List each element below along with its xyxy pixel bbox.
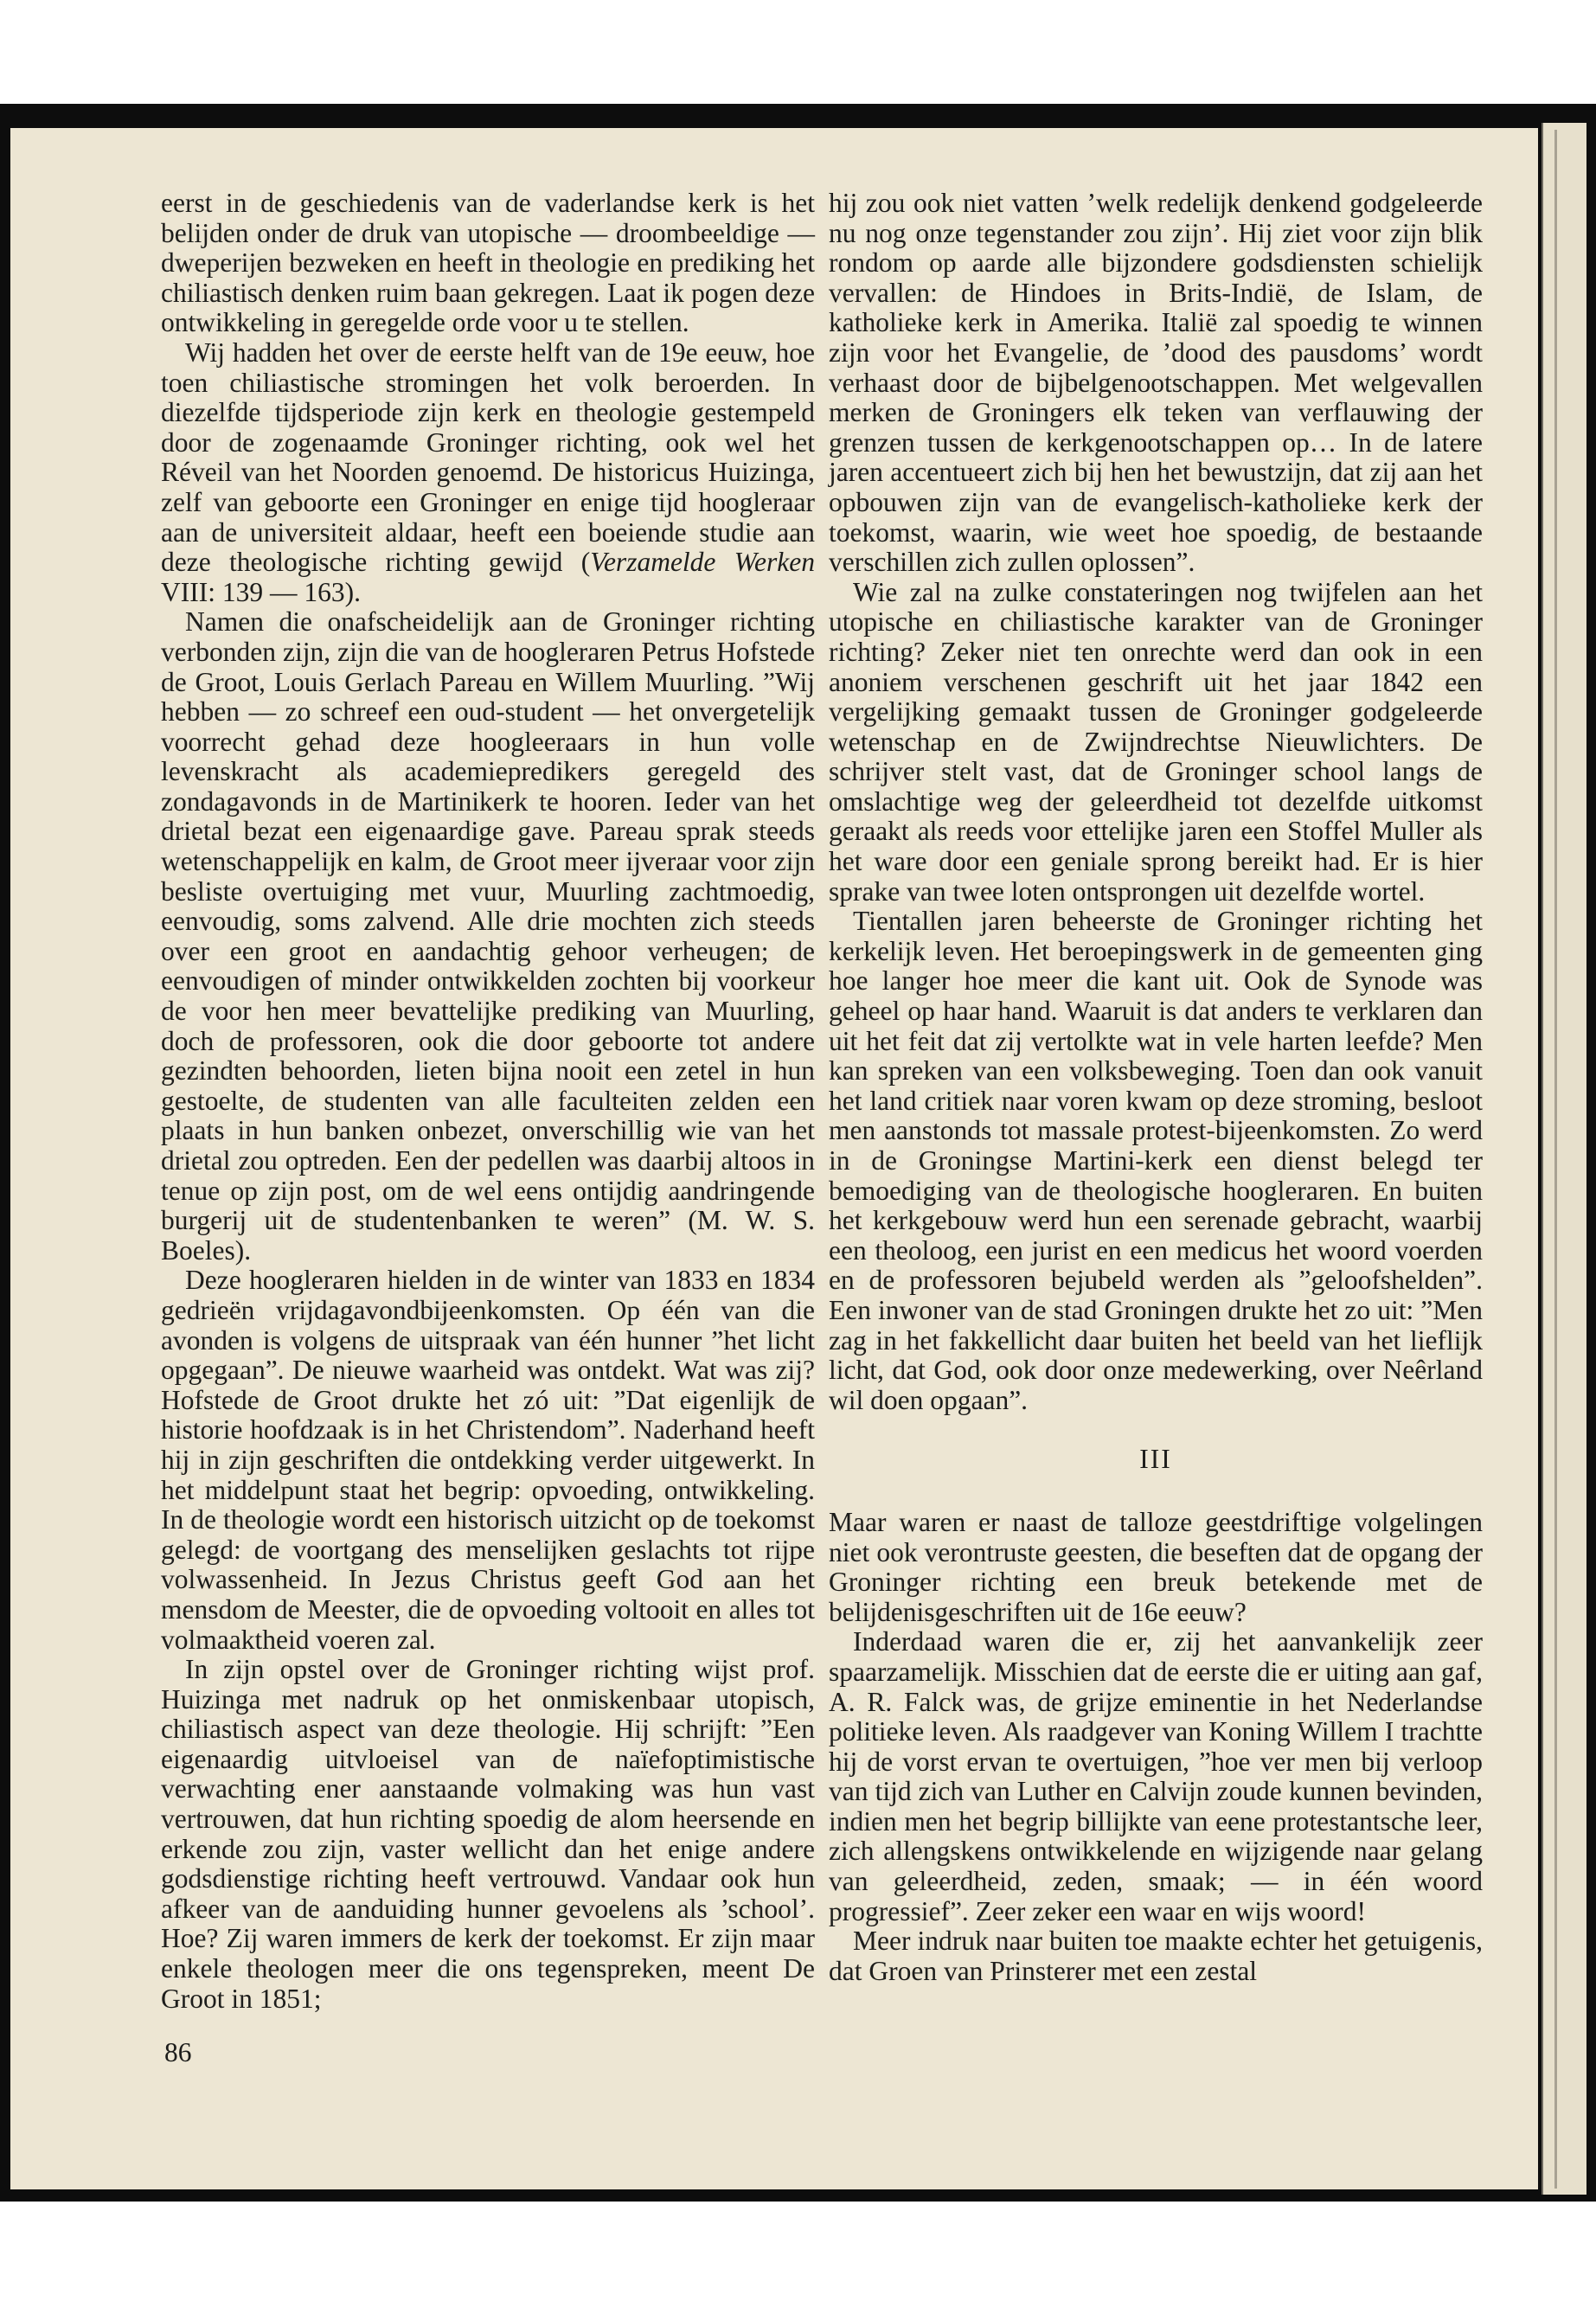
paragraph: Inderdaad waren die er, zij het aanvankelijk zeer spaarzamelijk. Misschien dat de eerste die er uiting aan gaf, A. R. Falck was, de grijze eminentie in het Nederlandse politieke leven. Als raadgever van Koning Willem I trachtte hij de vorst ervan te overtuigen, ”hoe ver men bij verloop van tijd zich van Luther en Calvijn zoude kunnen bevinden, indien men het begrip billijkte van eene protestantsche leer, zich allengskens ontwikkelende en wijzigende naar gelang van geleerdheid, zeden, smaak; — in één woord progressief”. Zeer zeker een waar en wijs woord! [829,1626,1483,1926]
paragraph-text: VIII: 139 — 163). [161,576,361,607]
page-number: 86 [164,2037,192,2067]
paragraph: Deze hoogleraren hielden in de winter van 1833 en 1834 gedrieën vrijdagavondbijeenkomsten. Op één van die avonden is volgens de uitspraak van één hunner ”het licht opgegaan”. De nieuwe waarheid was ontdekt. Wat was zij? Hofstede de Groot drukte het zó uit: ”Dat eigenlijk de historie hoofdzaak is in het Christendom”. Naderhand heeft hij in zijn geschriften die ontdekking verder uitgewerkt. In het middelpunt staat het begrip: opvoeding, ontwikkeling. In de theologie wordt een historisch uitzicht op de toekomst gelegd: de voortgang des menselijken geslachts tot rijpe volwassenheid. In Jezus Christus geeft God aan het mensdom de Meester, die de opvoeding voltooit en alles tot volmaaktheid voeren zal. [161,1265,815,1655]
paragraph: Wie zal na zulke constateringen nog twijfelen aan het utopische en chiliastische karakter van de Groninger richting? Zeker niet ten onrechte werd dan ook in een anoniem verschenen geschrift uit het jaar 1842 een vergelijking gemaakt tussen de Groninger godgeleerde wetenschap en de Zwijndrechtse Nieuwlichters. De schrijver stelt vast, dat de Groninger school langs de omslachtige weg der geleerdheid tot dezelfde uitkomst geraakt als reeds voor ettelijke jaren een Stoffel Muller als het ware door een geniale sprong bereikt had. Er is hier sprake van twee loten ontsprongen uit dezelfde wortel. [829,576,1483,907]
paragraph: eerst in de geschiedenis van de vaderlandse kerk is het belijden onder de druk van utopische — droombeeldige — dweperijen bezweken en heeft in theologie en prediking het chiliastisch denken ruim baan gekregen. Laat ik pogen deze ontwikkeling in geregelde orde voor u te stellen. [161,188,815,338]
paragraph [161,338,815,607]
paragraph: hij zou ook niet vatten ’welk redelijk denkend godgeleerde nu nog onze tegenstander zou zijn’. Hij ziet voor zijn blik rondom op aarde alle bijzondere godsdiensten schielijk vervallen: de Hindoes in Brits-Indië, de Islam, de katholieke kerk in Amerika. Italië zal spoedig te winnen zijn voor het Evangelie, de ’dood des pausdoms’ wordt verhaast door de bijbelgenootschappen. Met welgevallen merken de Groningers elk teken van verflauwing der grenzen tussen de kerkgenootschappen op… In de latere jaren accentueert zich bij hen het bewustzijn, dat zij aan het opbouwen zijn van de evangelisch-katholieke kerk der toekomst, waarin, wie weet hoe spoedig, de bestaande verschillen zich zullen oplossen”. [829,188,1483,578]
paragraph: Namen die onafscheidelijk aan de Groninger richting verbonden zijn, zijn die van de hoogleraren Petrus Hofstede de Groot, Louis Gerlach Pareau en Willem Muurling. ”Wij hebben — zo schreef een oud-student — het onvergetelijk voorrecht gehad deze hoogleeraars in hun volle levenskracht als academiepredikers geregeld des zondagavonds in de Martinikerk te hooren. Ieder van het drietal bezat een eigenaardige gave. Pareau sprak steeds wetenschappelijk en kalm, de Groot meer ijveraar voor zijn besliste overtuiging met vuur, Muurling zachtmoedig, eenvoudig, soms zalvend. Alle drie mochten zich steeds over een groot en aandachtig gehoor verheugen; de eenvoudigen of minder ontwikkelden zochten bij voorkeur de voor hen meer bevattelijke prediking van Muurling, doch de professoren, ook die door geboorte tot andere gezindten behoorden, lieten bijna nooit een zetel in hun gestoelte, de studenten van alle faculteiten zelden een plaats in hun banken onbezet, onverschillig wie van het drietal zou optreden. Een der pedellen was daarbij altoos in tenue op zijn post, om de wel eens ontijdig aandringende burgerij uit de studentenbanken te weren” (M. W. S. Boeles). [161,606,815,1266]
book-page-edge [1542,123,1586,2195]
section-heading: III [1139,1444,1172,1475]
book-binding-line [1554,130,1557,2189]
paragraph: Tientallen jaren beheerste de Groninger richting het kerkelijk leven. Het beroepingswerk in de gemeenten ging hoe langer hoe meer die kant uit. Ook de Synode was geheel op haar hand. Waaruit is dat anders te verklaren dan uit het feit dat zij vertolkte wat in vele harten leefde? Men kan spreken van een volksbeweging. Toen dan ook vanuit het land critiek naar voren kwam op deze stroming, besloot men aanstonds tot massale protest-bijeenkomsten. Zo werd in de Groningse Martini-kerk een dienst belegd ter bemoediging van de theologische hoogleraren. En buiten het kerkgebouw werd hun een serenade gebracht, waarbij een theoloog, een jurist en een medicus het woord voerden en de professoren bejubeld werden als ”geloofshelden”. Een inwoner van de stad Groningen drukte het zo uit: ”Men zag in het fakkellicht daar buiten het beeld van het lieflijk licht, dat God, ook door onze medewerking, over Neêrland wil doen opgaan”. [829,906,1483,1415]
book-title: Verzamelde Werken [590,547,815,578]
paragraph: In zijn opstel over de Groninger richting wijst prof. Huizinga met nadruk op het onmiskenbaar utopisch, chiliastisch aspect van deze theologie. Hij schrijft: ”Een eigenaardig uitvloeisel van de naïefoptimistische verwachting ener aanstaande volmaking was hun vast vertrouwen, dat hun richting spoedig de alom heersende en erkende zou zijn, vaster wellicht dan het enige andere godsdienstige richting heeft vertrouwd. Vandaar ook hun afkeer van de aanduiding hunner gevoelens als ’school’. Hoe? Zij waren immers de kerk der toekomst. Er zijn maar enkele theologen meer die ons tegenspreken, meent De Groot in 1851; [161,1654,815,2014]
paragraph-text: Wij hadden het over de eerste helft van de 19e eeuw, hoe toen chiliastische stromingen het volk beroerden. In diezelfde tijdsperiode zijn kerk en theologie gestempeld door de zogenaamde Groninger richting, ook wel het Réveil van het Noorden genoemd. De historicus Huizinga, zelf van geboorte een Groninger en enige tijd hoogleraar aan de universiteit aldaar, heeft een boeiende studie aan deze theologische richting gewijd ( [161,336,815,578]
right-text-column [829,189,1483,1986]
paragraph: Meer indruk naar buiten toe maakte echter het getuigenis, dat Groen van Prinsterer met een zestal [829,1926,1483,1986]
paragraph: Maar waren er naast de talloze geestdriftige volgelingen niet ook verontruste geesten, die beseften dat de opgang der Groninger richting een breuk betekende met de belijdenisgeschriften uit de 16e eeuw? [829,1506,1483,1627]
left-text-column [161,189,815,2014]
